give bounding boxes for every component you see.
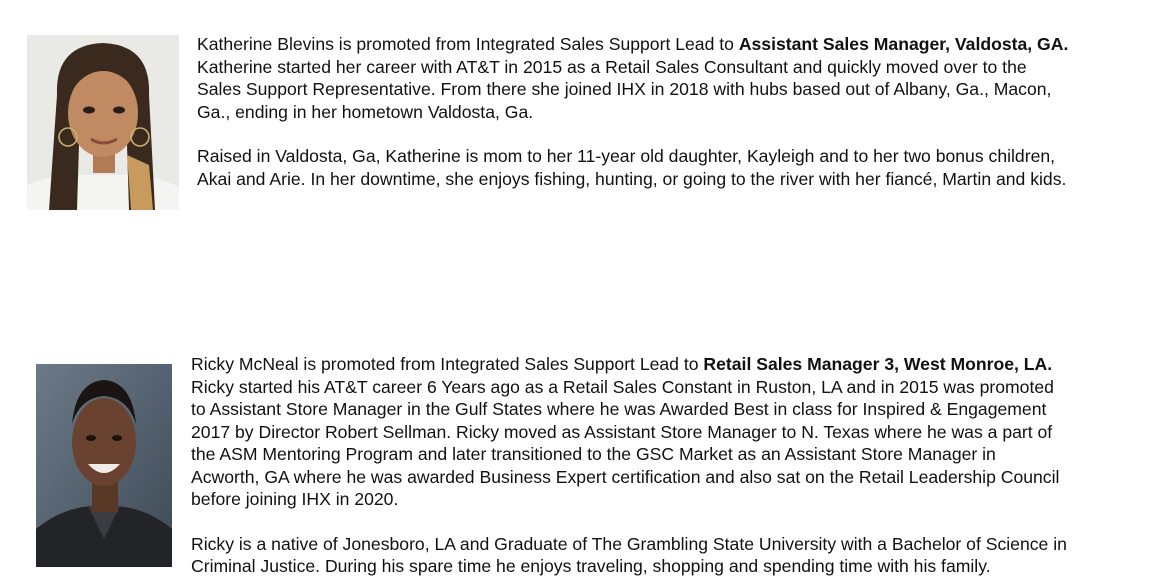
ricky-mcneal-bio <box>191 353 1153 578</box>
bio-line: Ricky is a native of Jonesboro, LA and Graduate of The Grambling State University with a Bachelor of Science in <box>191 533 1067 554</box>
bio-line: 2017 by Director Robert Sellman. Ricky moved as Assistant Store Manager to N. Texas where he was a part of <box>191 421 1053 442</box>
bio-intro: Ricky McNeal is promoted from Integrated Sales Support Lead to <box>191 354 704 374</box>
bio-line: before joining IHX in 2020. <box>191 489 399 509</box>
katherine-blevins-bio <box>197 33 1152 190</box>
bio-line: to Assistant Store Manager in the Gulf States where he was Awarded Best in class for Inspired & Engagement <box>191 399 1047 419</box>
promotion-title: Assistant Sales Manager, Valdosta, GA. <box>738 34 1069 54</box>
bio-intro: Katherine Blevins is promoted from Integrated Sales Support Lead to <box>197 34 739 54</box>
katherine-blevins-photo <box>27 35 179 210</box>
bio-line: Ricky started his AT&T career 6 Years ago as a Retail Sales Constant in Ruston, LA and in 2015 was promoted <box>191 376 1054 397</box>
bio-paragraph <box>191 353 1153 376</box>
bio-line: the ASM Mentoring Program and later transitioned to the GSC Market as an Assistant Store Manager in <box>191 444 996 464</box>
bio-paragraph <box>197 33 1152 56</box>
bio-line: Akai and Arie. In her downtime, she enjoys fishing, hunting, or going to the river with her fiancé, Martin and kids. <box>197 168 1067 189</box>
bio-line: Ga., ending in her hometown Valdosta, Ga. <box>197 101 534 122</box>
bio-line: Raised in Valdosta, Ga, Katherine is mom to her 11-year old daughter, Kayleigh and to her two bonus children, <box>197 146 1056 166</box>
bio-line: Criminal Justice. During his spare time he enjoys traveling, shopping and spending time with his family. <box>191 556 991 576</box>
promotion-title: Retail Sales Manager 3, West Monroe, LA. <box>703 354 1053 374</box>
bio-line: Katherine started her career with AT&T in 2015 as a Retail Sales Consultant and quickly moved over to the <box>197 56 1027 77</box>
ricky-mcneal-photo <box>36 364 172 567</box>
bio-line: Sales Support Representative. From there she joined IHX in 2018 with hubs based out of Albany, Ga., Macon, <box>197 79 1052 99</box>
bio-line: Acworth, GA where he was awarded Business Expert certification and also sat on the Retail Leadership Council <box>191 466 1060 487</box>
